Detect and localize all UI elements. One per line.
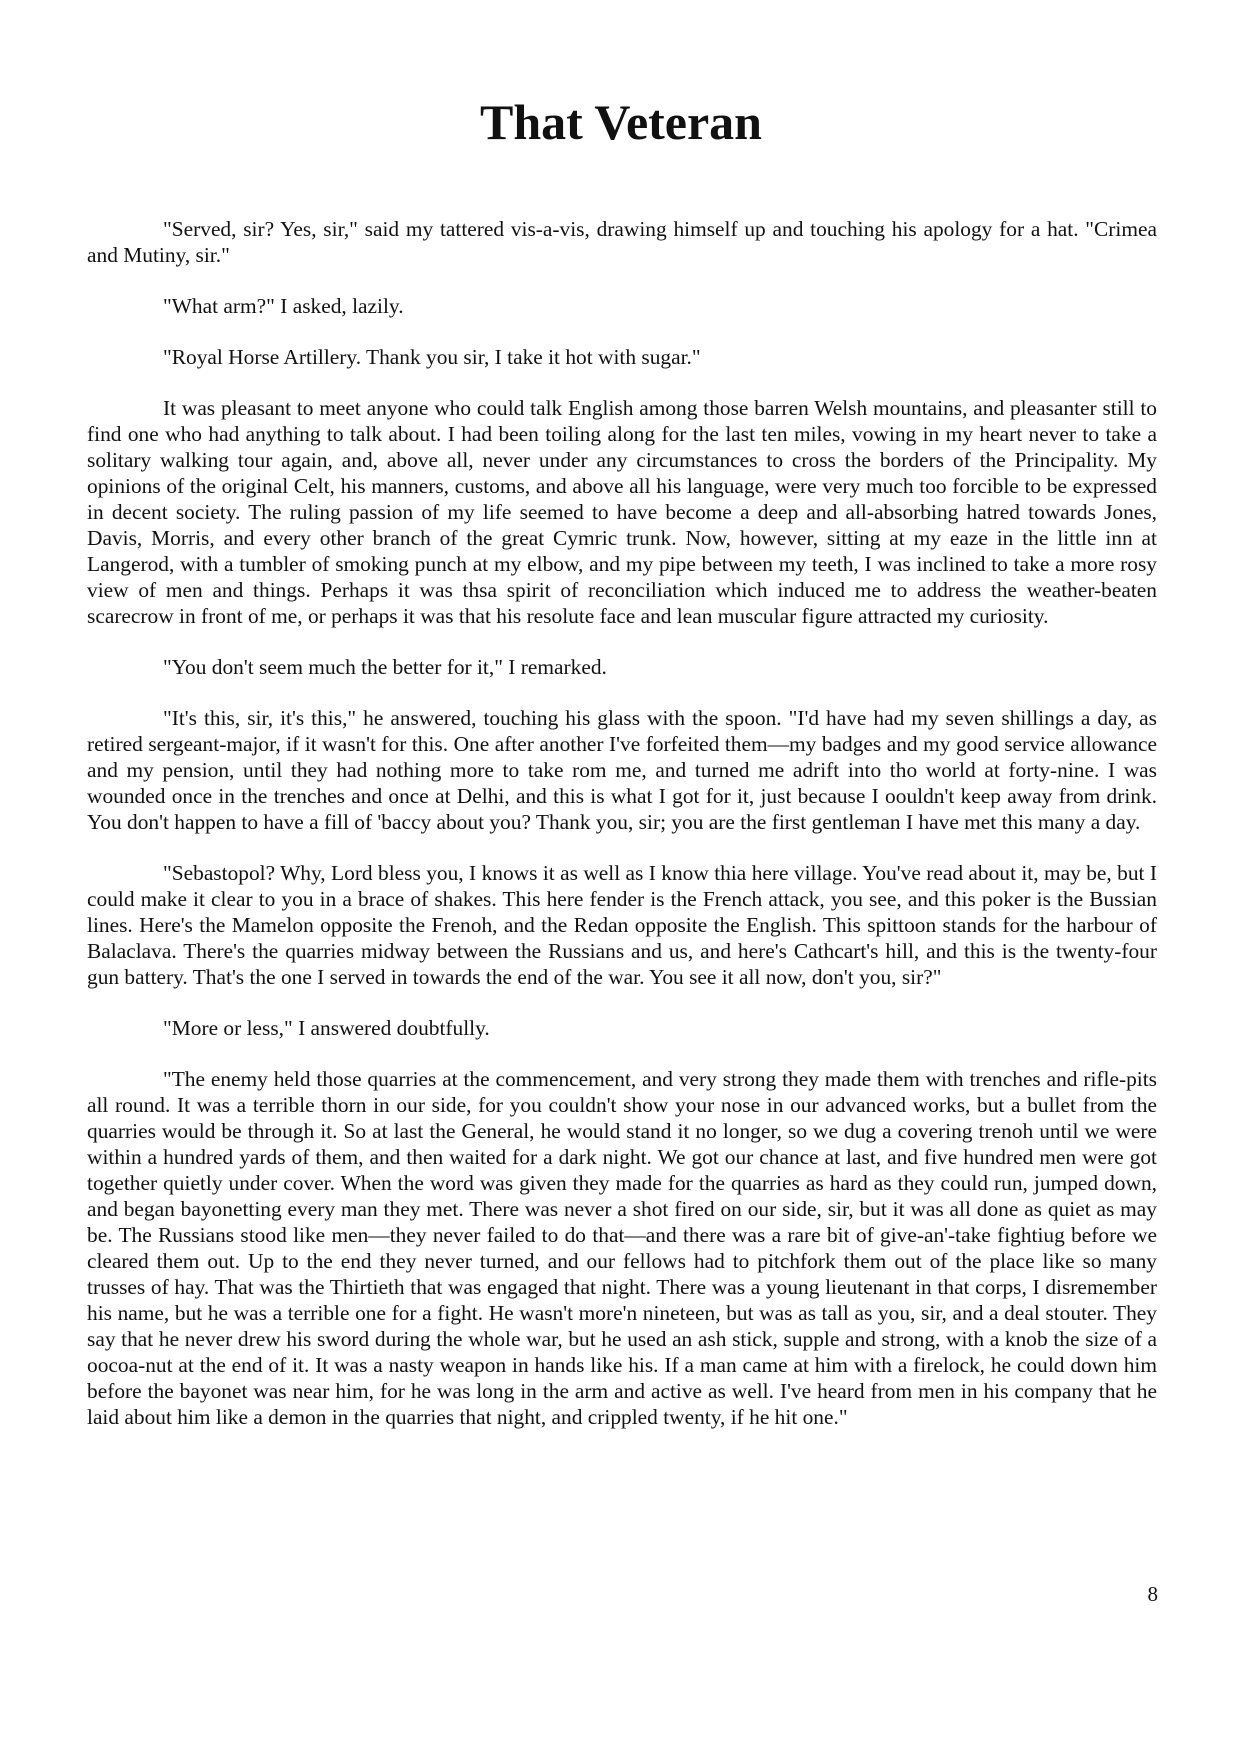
paragraph-4: It was pleasant to meet anyone who could talk English among those barren Welsh mountains, and pleasanter still to find one who had anything to talk about. I had been toiling along for the last ten miles, vowing in my heart never to take a solitary walking tour again, and, above all, never under any circumstances to cross the borders of the Principality. My opinions of the original Celt, his manners, customs, and above all his language, were very much too forcible to be expressed in decent society. The ruling passion of my life seemed to have become a deep and all-absorbing hatred towards Jones, Davis, Morris, and every other branch of the great Cymric trunk. Now, however, sitting at my eaze in the little inn at Langerod, with a tumbler of smoking punch at my elbow, and my pipe between my teeth, I was inclined to take a more rosy view of men and things. Perhaps it was thsa spirit of reconciliation which induced me to address the weather-beaten scarecrow in front of me, or perhaps it was that his resolute face and lean muscular figure attracted my curiosity. [87, 396, 1157, 628]
paragraph-2: "What arm?" I asked, lazily. [163, 294, 404, 318]
paragraph-5: "You don't seem much the better for it," I remarked. [163, 655, 607, 679]
paragraph-9: "The enemy held those quarries at the commencement, and very strong they made them with trenches and rifle-pits all round. It was a terrible thorn in our side, for you couldn't show your nose in our advanced works, but a bullet from the quarries would be through it. So at last the General, he would stand it no longer, so we dug a covering trenoh until we were within a hundred yards of them, and then waited for a dark night. We got our chance at last, and five hundred men were got together quietly under cover. When the word was given they made for the quarries as hard as they could run, jumped down, and began bayonetting every man they met. There was never a shot fired on our side, sir, but it was all done as quiet as may be. The Russians stood like men—they never failed to do that—and there was a rare bit of give-an'-take fightiug before we cleared them out. Up to the end they never turned, and our fellows had to pitchfork them out of the place like so many trusses of hay. That was the Thirtieth that was engaged that night. There was a young lieutenant in that corps, I disremember his name, but he was a terrible one for a fight. He wasn't more'n nineteen, but was as tall as you, sir, and a deal stouter. They say that he never drew his sword during the whole war, but he used an ash stick, supple and strong, with a knob the size of a oocoa-nut at the end of it. It was a nasty weapon in hands like his. If a man came at him with a firelock, he could down him before the bayonet was near him, for he was long in the arm and active as well. I've heard from men in his company that he laid about him like a demon in the quarries that night, and crippled twenty, if he hit one." [87, 1067, 1157, 1429]
paragraph-8: "More or less," I answered doubtfully. [163, 1016, 490, 1040]
paragraph-1: "Served, sir? Yes, sir," said my tattered vis-a-vis, drawing himself up and touching his apology for a hat. "Crimea and Mutiny, sir." [87, 217, 1157, 267]
page-title: That Veteran [480, 94, 762, 150]
page-number: 8 [1147, 1582, 1158, 1606]
paragraph-6: "It's this, sir, it's this," he answered, touching his glass with the spoon. "I'd have had my seven shillings a day, as retired sergeant-major, if it wasn't for this. One after another I've forfeited them—my badges and my good service allowance and my pension, until they had nothing more to take rom me, and turned me adrift into tho world at forty-nine. I was wounded once in the trenches and once at Delhi, and this is what I got for it, just because I oouldn't keep away from drink. You don't happen to have a fill of 'baccy about you? Thank you, sir; you are the first gentleman I have met this many a day. [87, 706, 1157, 834]
body-text [87, 216, 1157, 1455]
paragraph-3: "Royal Horse Artillery. Thank you sir, I take it hot with sugar." [163, 345, 701, 369]
paragraph-7: "Sebastopol? Why, Lord bless you, I knows it as well as I know thia here village. You've read about it, may be, but I could make it clear to you in a brace of shakes. This here fender is the French attack, you see, and this poker is the Bussian lines. Here's the Mamelon opposite the Frenoh, and the Redan opposite the English. This spittoon stands for the harbour of Balaclava. There's the quarries midway between the Russians and us, and here's Cathcart's hill, and this is the twenty-four gun battery. That's the one I served in towards the end of the war. You see it all now, don't you, sir?" [87, 861, 1157, 989]
